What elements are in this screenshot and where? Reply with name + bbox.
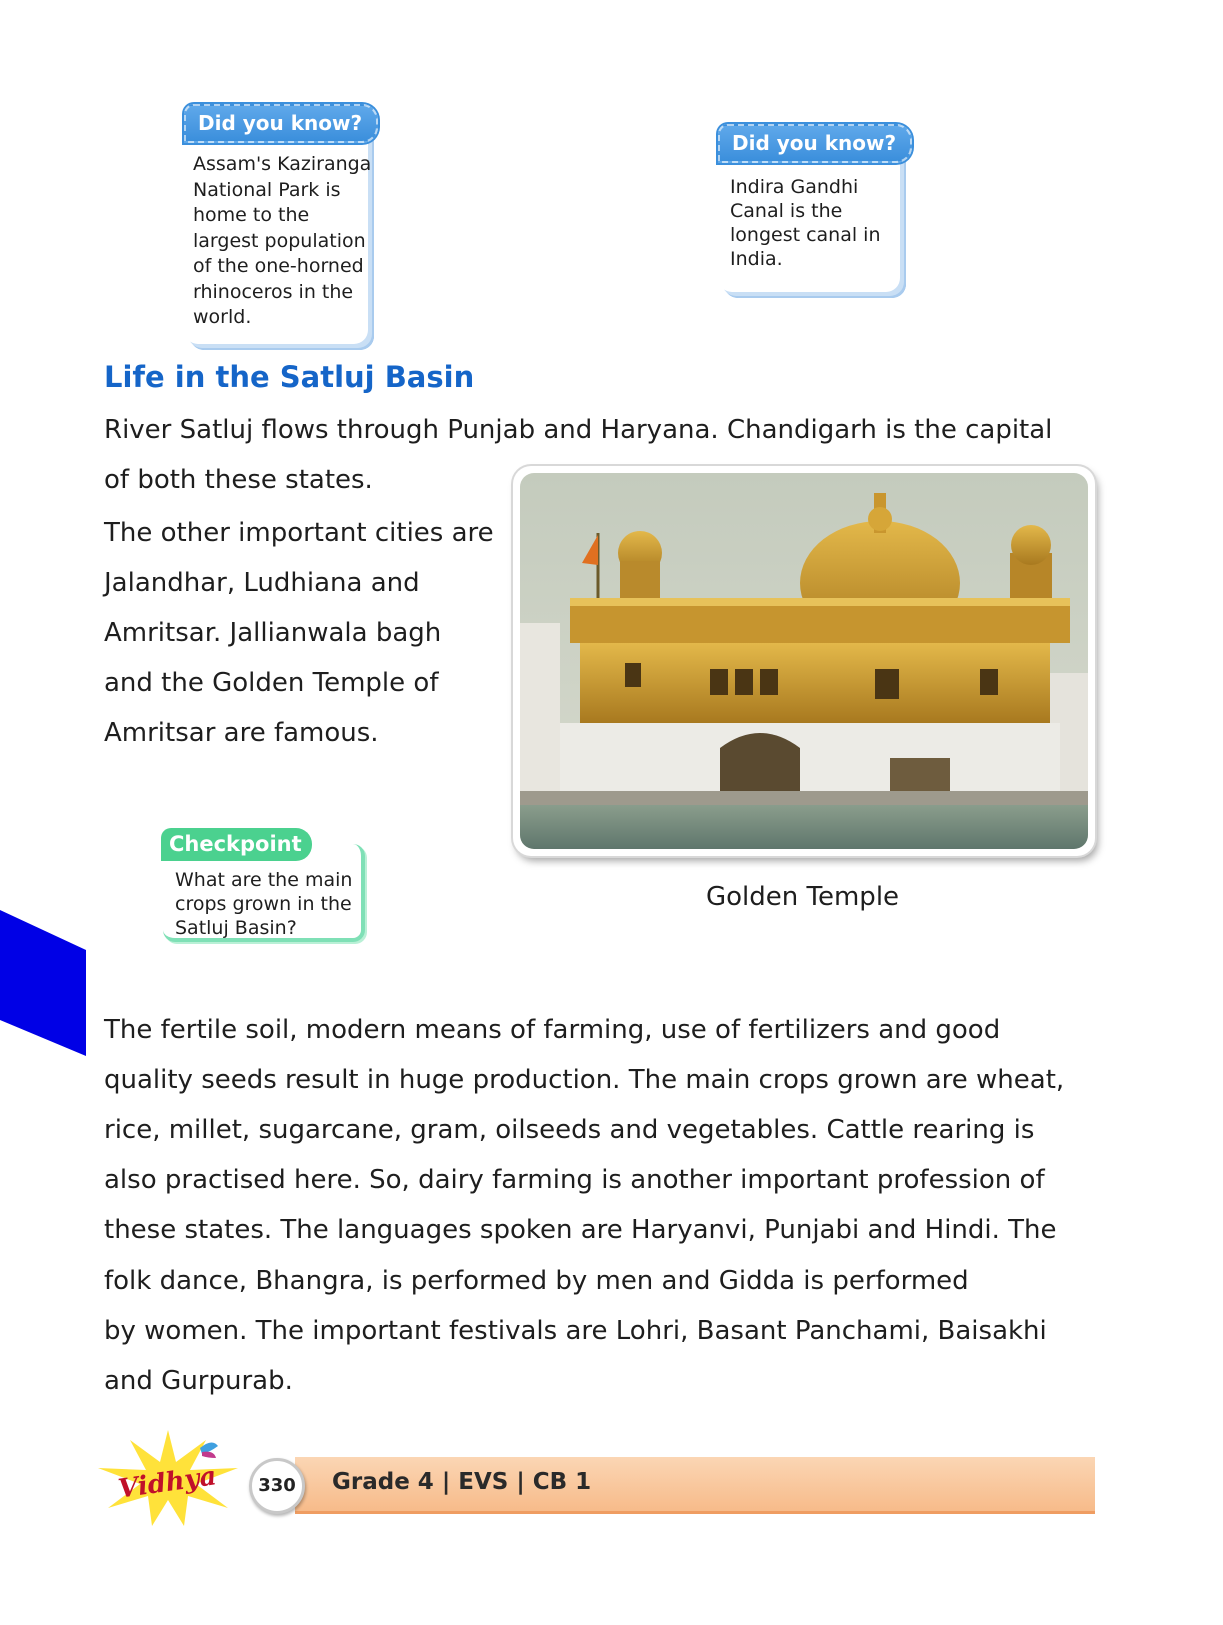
- golden-temple-photo: [513, 466, 1095, 856]
- golden-temple-illustration: [520, 473, 1088, 849]
- checkpoint-text: What are the main crops grown in the Satluj Basin?: [175, 869, 353, 939]
- body-line: The fertile soil, modern means of farming, use of fertilizers and good: [104, 1015, 1001, 1045]
- body-line: these states. The languages spoken are Haryanvi, Punjabi and Hindi. The: [104, 1215, 1057, 1245]
- photo-caption: Golden Temple: [706, 882, 900, 912]
- intro-line: Amritsar are famous.: [104, 718, 379, 748]
- body-line: and Gurpurab.: [104, 1366, 293, 1396]
- body-line: folk dance, Bhangra, is performed by men and Gidda is performed: [104, 1266, 969, 1296]
- footer-title: Grade 4 | EVS | CB 1: [332, 1469, 592, 1495]
- body-line: quality seeds result in huge production. The main crops grown are wheat,: [104, 1065, 1065, 1095]
- side-blue-shape: [0, 910, 90, 1060]
- intro-line: Jalandhar, Ludhiana and: [104, 568, 420, 598]
- did-you-know-tab-2: Did you know?: [718, 124, 912, 163]
- intro-line: and the Golden Temple of: [104, 668, 439, 698]
- intro-line: River Satluj flows through Punjab and Haryana. Chandigarh is the capital: [104, 415, 1053, 445]
- intro-line: Amritsar. Jallianwala bagh: [104, 618, 442, 648]
- intro-line: The other important cities are: [104, 518, 494, 548]
- intro-line: of both these states.: [104, 465, 373, 495]
- body-line: rice, millet, sugarcane, gram, oilseeds and vegetables. Cattle rearing is: [104, 1115, 1035, 1145]
- body-line: by women. The important festivals are Lohri, Basant Panchami, Baisakhi: [104, 1316, 1047, 1346]
- section-heading: Life in the Satluj Basin: [104, 360, 475, 394]
- vidhya-logo-text: Vidhya: [116, 1461, 219, 1505]
- did-you-know-text-2: Indira Gandhi Canal is the longest canal in India.: [730, 176, 881, 270]
- page-number: 330: [249, 1458, 305, 1514]
- checkpoint-tab: Checkpoint: [161, 828, 312, 861]
- body-line: also practised here. So, dairy farming is another important profession of: [104, 1165, 1045, 1195]
- did-you-know-text-1: Assam's Kaziranga National Park is home to the largest population of the one-horned rhinoceros in the world.: [193, 153, 372, 328]
- did-you-know-tab-1: Did you know?: [184, 104, 378, 143]
